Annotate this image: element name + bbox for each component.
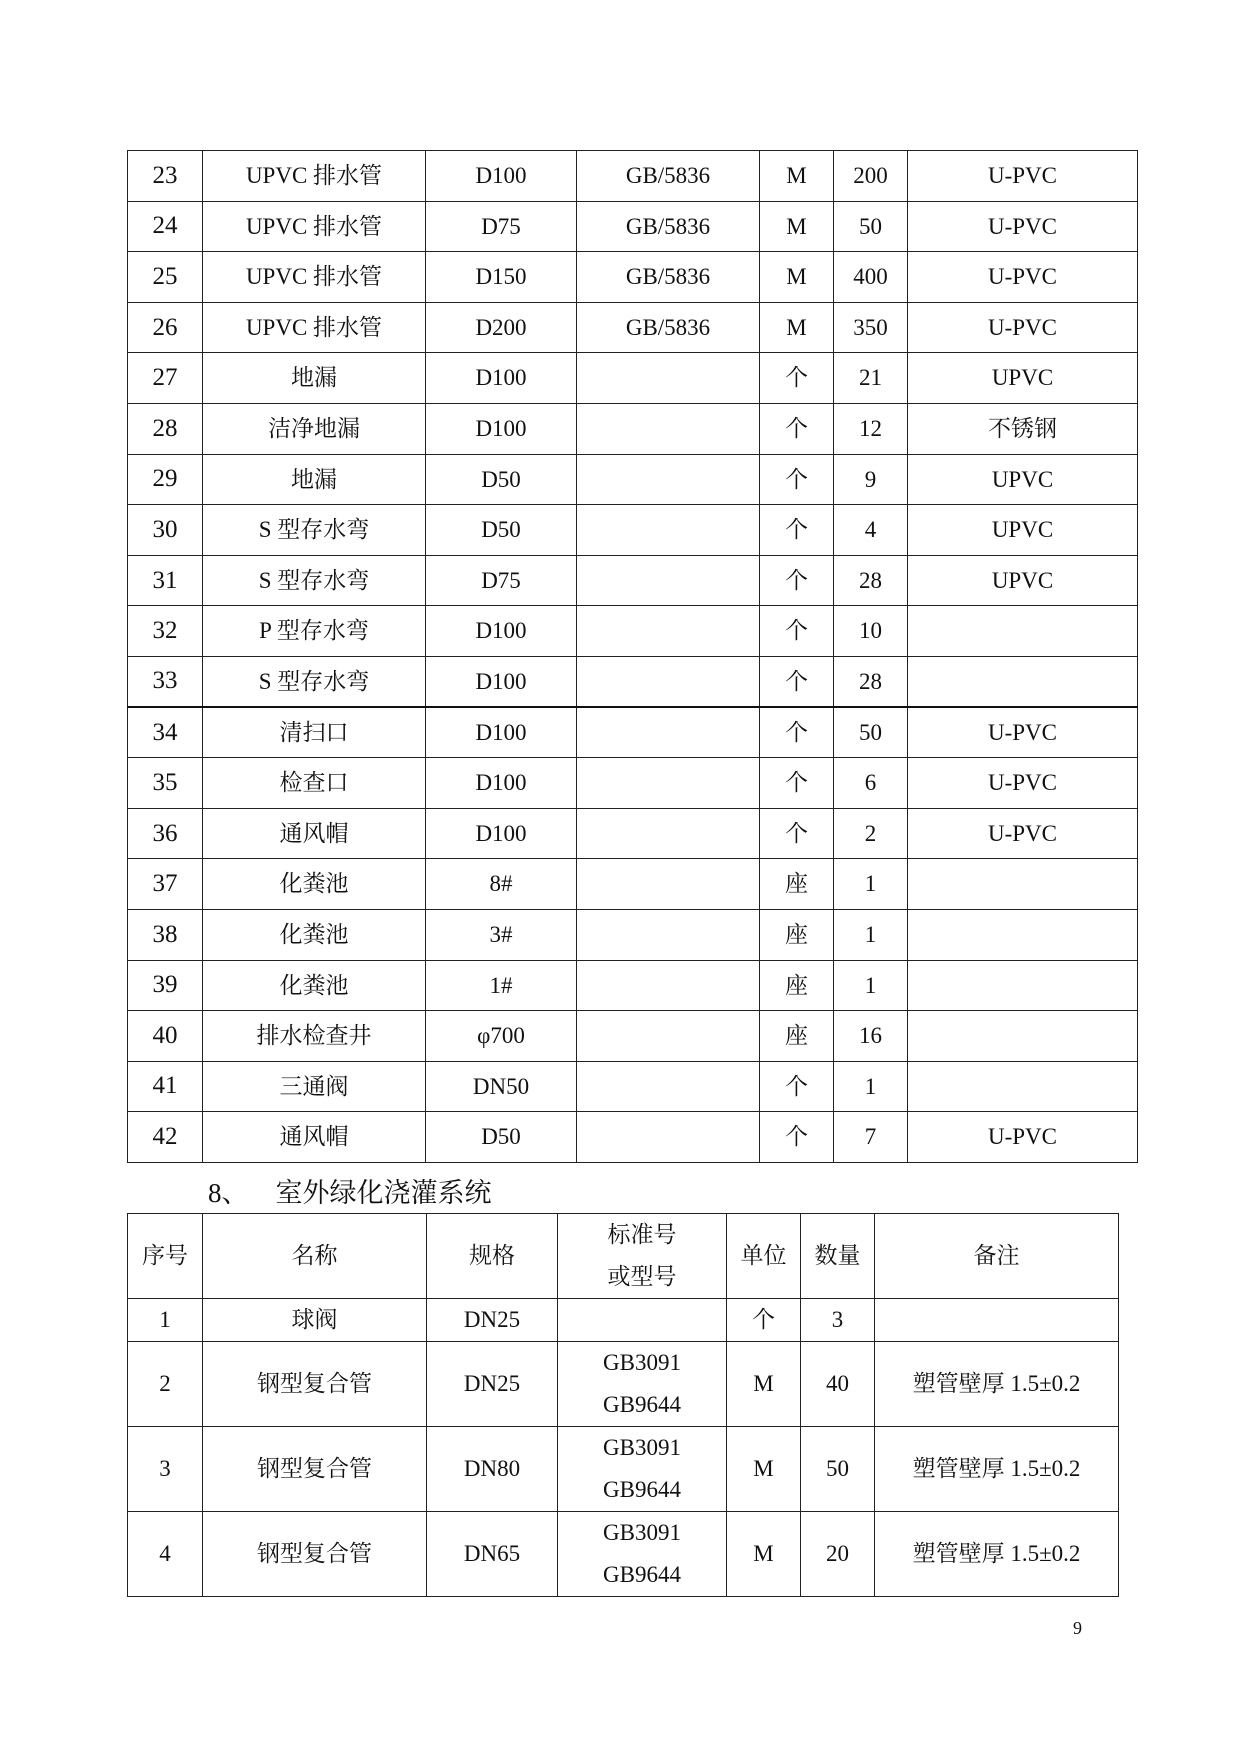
- cell-name: 地漏: [203, 454, 426, 505]
- table-row: [128, 606, 1138, 657]
- cell-name: 通风帽: [203, 1112, 426, 1163]
- cell-note: [908, 656, 1138, 707]
- cell-standard: [577, 808, 760, 859]
- cell-unit: M: [727, 1342, 801, 1427]
- cell-unit: M: [727, 1427, 801, 1512]
- cell-note: [908, 1061, 1138, 1112]
- cell-unit: 个: [760, 505, 834, 556]
- cell-note: 塑管壁厚 1.5±0.2: [875, 1512, 1119, 1597]
- cell-seq: 38: [128, 909, 203, 960]
- table-row: [128, 505, 1138, 556]
- table-row: [128, 1342, 1119, 1427]
- cell-name: UPVC 排水管: [203, 252, 426, 303]
- cell-unit: M: [727, 1512, 801, 1597]
- cell-spec: D50: [426, 505, 577, 556]
- cell-spec: D75: [426, 201, 577, 252]
- cell-standard: [558, 1512, 727, 1597]
- cell-qty: 1: [834, 1061, 908, 1112]
- cell-name: UPVC 排水管: [203, 151, 426, 202]
- cell-note: [908, 859, 1138, 910]
- cell-spec: D150: [426, 252, 577, 303]
- cell-name: 检查口: [203, 758, 426, 809]
- cell-seq: 41: [128, 1061, 203, 1112]
- header-standard: [558, 1214, 727, 1299]
- cell-qty: 28: [834, 555, 908, 606]
- cell-spec: D75: [426, 555, 577, 606]
- header-seq: 序号: [128, 1214, 203, 1299]
- cell-standard: [577, 1061, 760, 1112]
- table-row: [128, 454, 1138, 505]
- table-row: [128, 707, 1138, 758]
- cell-note: [908, 960, 1138, 1011]
- table-row: [128, 859, 1138, 910]
- cell-spec: 3#: [426, 909, 577, 960]
- cell-seq: 42: [128, 1112, 203, 1163]
- cell-qty: 3: [801, 1299, 875, 1342]
- cell-note: [908, 1011, 1138, 1062]
- table-row: [128, 1427, 1119, 1512]
- cell-qty: 1: [834, 859, 908, 910]
- cell-spec: D50: [426, 1112, 577, 1163]
- cell-spec: D100: [426, 353, 577, 404]
- cell-name: 洁净地漏: [203, 403, 426, 454]
- cell-note: UPVC: [908, 555, 1138, 606]
- cell-qty: 50: [834, 707, 908, 758]
- header-spec: 规格: [427, 1214, 558, 1299]
- cell-standard: [577, 859, 760, 910]
- cell-qty: 4: [834, 505, 908, 556]
- cell-unit: M: [760, 302, 834, 353]
- cell-name: 排水检查井: [203, 1011, 426, 1062]
- cell-qty: 16: [834, 1011, 908, 1062]
- cell-seq: 23: [128, 151, 203, 202]
- cell-name: UPVC 排水管: [203, 302, 426, 353]
- cell-seq: 34: [128, 707, 203, 758]
- header-unit: 单位: [727, 1214, 801, 1299]
- standard-line1: GB3091: [603, 1520, 681, 1545]
- cell-unit: 座: [760, 859, 834, 910]
- cell-unit: 个: [760, 454, 834, 505]
- cell-unit: 座: [760, 909, 834, 960]
- cell-spec: D50: [426, 454, 577, 505]
- cell-name: 化粪池: [203, 960, 426, 1011]
- cell-name: S 型存水弯: [203, 656, 426, 707]
- table-row: [128, 808, 1138, 859]
- cell-spec: D100: [426, 656, 577, 707]
- cell-qty: 9: [834, 454, 908, 505]
- cell-note: U-PVC: [908, 302, 1138, 353]
- cell-spec: D100: [426, 151, 577, 202]
- cell-qty: 1: [834, 909, 908, 960]
- cell-unit: 个: [760, 1112, 834, 1163]
- cell-unit: M: [760, 151, 834, 202]
- cell-unit: M: [760, 201, 834, 252]
- cell-standard: [558, 1342, 727, 1427]
- cell-name: P 型存水弯: [203, 606, 426, 657]
- table-header-row: [128, 1214, 1119, 1299]
- cell-unit: 个: [727, 1299, 801, 1342]
- cell-note: [908, 606, 1138, 657]
- cell-spec: D100: [426, 808, 577, 859]
- table-row: [128, 1112, 1138, 1163]
- cell-note: [908, 909, 1138, 960]
- cell-standard: [577, 555, 760, 606]
- cell-note: U-PVC: [908, 758, 1138, 809]
- header-note: 备注: [875, 1214, 1119, 1299]
- standard-line1: GB3091: [603, 1350, 681, 1375]
- cell-unit: 个: [760, 707, 834, 758]
- table-row: [128, 252, 1138, 303]
- cell-spec: D100: [426, 403, 577, 454]
- cell-seq: 29: [128, 454, 203, 505]
- standard-line1: GB3091: [603, 1435, 681, 1460]
- cell-name: 钢型复合管: [203, 1427, 427, 1512]
- cell-standard: [577, 353, 760, 404]
- header-qty: 数量: [801, 1214, 875, 1299]
- cell-name: 钢型复合管: [203, 1512, 427, 1597]
- cell-name: S 型存水弯: [203, 505, 426, 556]
- cell-spec: DN25: [427, 1299, 558, 1342]
- standard-line2: GB9644: [603, 1392, 681, 1417]
- cell-seq: 2: [128, 1342, 203, 1427]
- header-name: 名称: [203, 1214, 427, 1299]
- cell-standard: GB/5836: [577, 151, 760, 202]
- cell-note: U-PVC: [908, 151, 1138, 202]
- cell-spec: D200: [426, 302, 577, 353]
- cell-unit: 个: [760, 758, 834, 809]
- cell-seq: 30: [128, 505, 203, 556]
- table-row: [128, 656, 1138, 707]
- cell-note: UPVC: [908, 353, 1138, 404]
- cell-seq: 28: [128, 403, 203, 454]
- cell-note: U-PVC: [908, 201, 1138, 252]
- table-row: [128, 302, 1138, 353]
- cell-name: 球阀: [203, 1299, 427, 1342]
- cell-note: U-PVC: [908, 808, 1138, 859]
- cell-standard: GB/5836: [577, 302, 760, 353]
- cell-standard: GB/5836: [577, 252, 760, 303]
- cell-seq: 35: [128, 758, 203, 809]
- cell-seq: 33: [128, 656, 203, 707]
- cell-spec: DN65: [427, 1512, 558, 1597]
- header-standard-line2: 或型号: [607, 1264, 677, 1289]
- cell-unit: 座: [760, 1011, 834, 1062]
- cell-note: 塑管壁厚 1.5±0.2: [875, 1427, 1119, 1512]
- cell-qty: 12: [834, 403, 908, 454]
- cell-seq: 24: [128, 201, 203, 252]
- table-row: [128, 1061, 1138, 1112]
- table-row: [128, 960, 1138, 1011]
- table-row: [128, 201, 1138, 252]
- cell-name: S 型存水弯: [203, 555, 426, 606]
- cell-qty: 10: [834, 606, 908, 657]
- cell-note: [875, 1299, 1119, 1342]
- cell-spec: D100: [426, 707, 577, 758]
- cell-seq: 26: [128, 302, 203, 353]
- cell-qty: 20: [801, 1512, 875, 1597]
- cell-qty: 200: [834, 151, 908, 202]
- cell-name: 地漏: [203, 353, 426, 404]
- cell-standard: GB/5836: [577, 201, 760, 252]
- table-row: [128, 555, 1138, 606]
- cell-standard: [577, 454, 760, 505]
- cell-standard: [577, 505, 760, 556]
- materials-table: [127, 150, 1138, 1163]
- table-row: [128, 1011, 1138, 1062]
- cell-spec: φ700: [426, 1011, 577, 1062]
- cell-seq: 40: [128, 1011, 203, 1062]
- standard-line2: GB9644: [603, 1562, 681, 1587]
- cell-unit: 个: [760, 656, 834, 707]
- cell-standard: [577, 1112, 760, 1163]
- cell-unit: 个: [760, 353, 834, 404]
- cell-spec: DN25: [427, 1342, 558, 1427]
- cell-note: U-PVC: [908, 1112, 1138, 1163]
- cell-standard: [577, 656, 760, 707]
- cell-note: UPVC: [908, 505, 1138, 556]
- cell-qty: 1: [834, 960, 908, 1011]
- cell-qty: 350: [834, 302, 908, 353]
- cell-standard: [577, 909, 760, 960]
- cell-unit: M: [760, 252, 834, 303]
- cell-seq: 39: [128, 960, 203, 1011]
- cell-qty: 400: [834, 252, 908, 303]
- cell-standard: [577, 606, 760, 657]
- cell-name: 通风帽: [203, 808, 426, 859]
- cell-name: 清扫口: [203, 707, 426, 758]
- table-row: [128, 1299, 1119, 1342]
- cell-seq: 36: [128, 808, 203, 859]
- cell-name: 化粪池: [203, 859, 426, 910]
- cell-spec: 1#: [426, 960, 577, 1011]
- cell-note: 塑管壁厚 1.5±0.2: [875, 1342, 1119, 1427]
- section-heading: 8、 室外绿化浇灌系统: [208, 1178, 492, 1208]
- cell-seq: 25: [128, 252, 203, 303]
- cell-qty: 7: [834, 1112, 908, 1163]
- cell-seq: 27: [128, 353, 203, 404]
- cell-standard: [577, 707, 760, 758]
- cell-name: 三通阀: [203, 1061, 426, 1112]
- cell-unit: 个: [760, 606, 834, 657]
- cell-seq: 37: [128, 859, 203, 910]
- cell-qty: 50: [801, 1427, 875, 1512]
- cell-note: UPVC: [908, 454, 1138, 505]
- cell-seq: 31: [128, 555, 203, 606]
- cell-unit: 个: [760, 403, 834, 454]
- cell-name: 钢型复合管: [203, 1342, 427, 1427]
- table-row: [128, 151, 1138, 202]
- cell-note: U-PVC: [908, 252, 1138, 303]
- standard-line2: GB9644: [603, 1477, 681, 1502]
- irrigation-table: [127, 1213, 1119, 1597]
- page-number: 9: [1073, 1618, 1082, 1638]
- cell-spec: DN50: [426, 1061, 577, 1112]
- cell-spec: 8#: [426, 859, 577, 910]
- cell-seq: 4: [128, 1512, 203, 1597]
- cell-qty: 2: [834, 808, 908, 859]
- cell-standard: [558, 1299, 727, 1342]
- cell-spec: D100: [426, 606, 577, 657]
- cell-standard: [577, 403, 760, 454]
- cell-seq: 3: [128, 1427, 203, 1512]
- cell-seq: 1: [128, 1299, 203, 1342]
- cell-standard: [577, 960, 760, 1011]
- cell-spec: DN80: [427, 1427, 558, 1512]
- cell-qty: 28: [834, 656, 908, 707]
- cell-standard: [577, 1011, 760, 1062]
- cell-name: 化粪池: [203, 909, 426, 960]
- cell-spec: D100: [426, 758, 577, 809]
- cell-unit: 个: [760, 1061, 834, 1112]
- cell-seq: 32: [128, 606, 203, 657]
- cell-note: U-PVC: [908, 707, 1138, 758]
- cell-unit: 个: [760, 555, 834, 606]
- table-row: [128, 1512, 1119, 1597]
- cell-qty: 50: [834, 201, 908, 252]
- cell-name: UPVC 排水管: [203, 201, 426, 252]
- table-row: [128, 353, 1138, 404]
- cell-qty: 21: [834, 353, 908, 404]
- table-row: [128, 758, 1138, 809]
- cell-unit: 座: [760, 960, 834, 1011]
- table-row: [128, 909, 1138, 960]
- cell-qty: 6: [834, 758, 908, 809]
- cell-standard: [558, 1427, 727, 1512]
- table-row: [128, 403, 1138, 454]
- header-standard-line1: 标准号: [607, 1222, 677, 1247]
- cell-unit: 个: [760, 808, 834, 859]
- cell-note: 不锈钢: [908, 403, 1138, 454]
- cell-qty: 40: [801, 1342, 875, 1427]
- cell-standard: [577, 758, 760, 809]
